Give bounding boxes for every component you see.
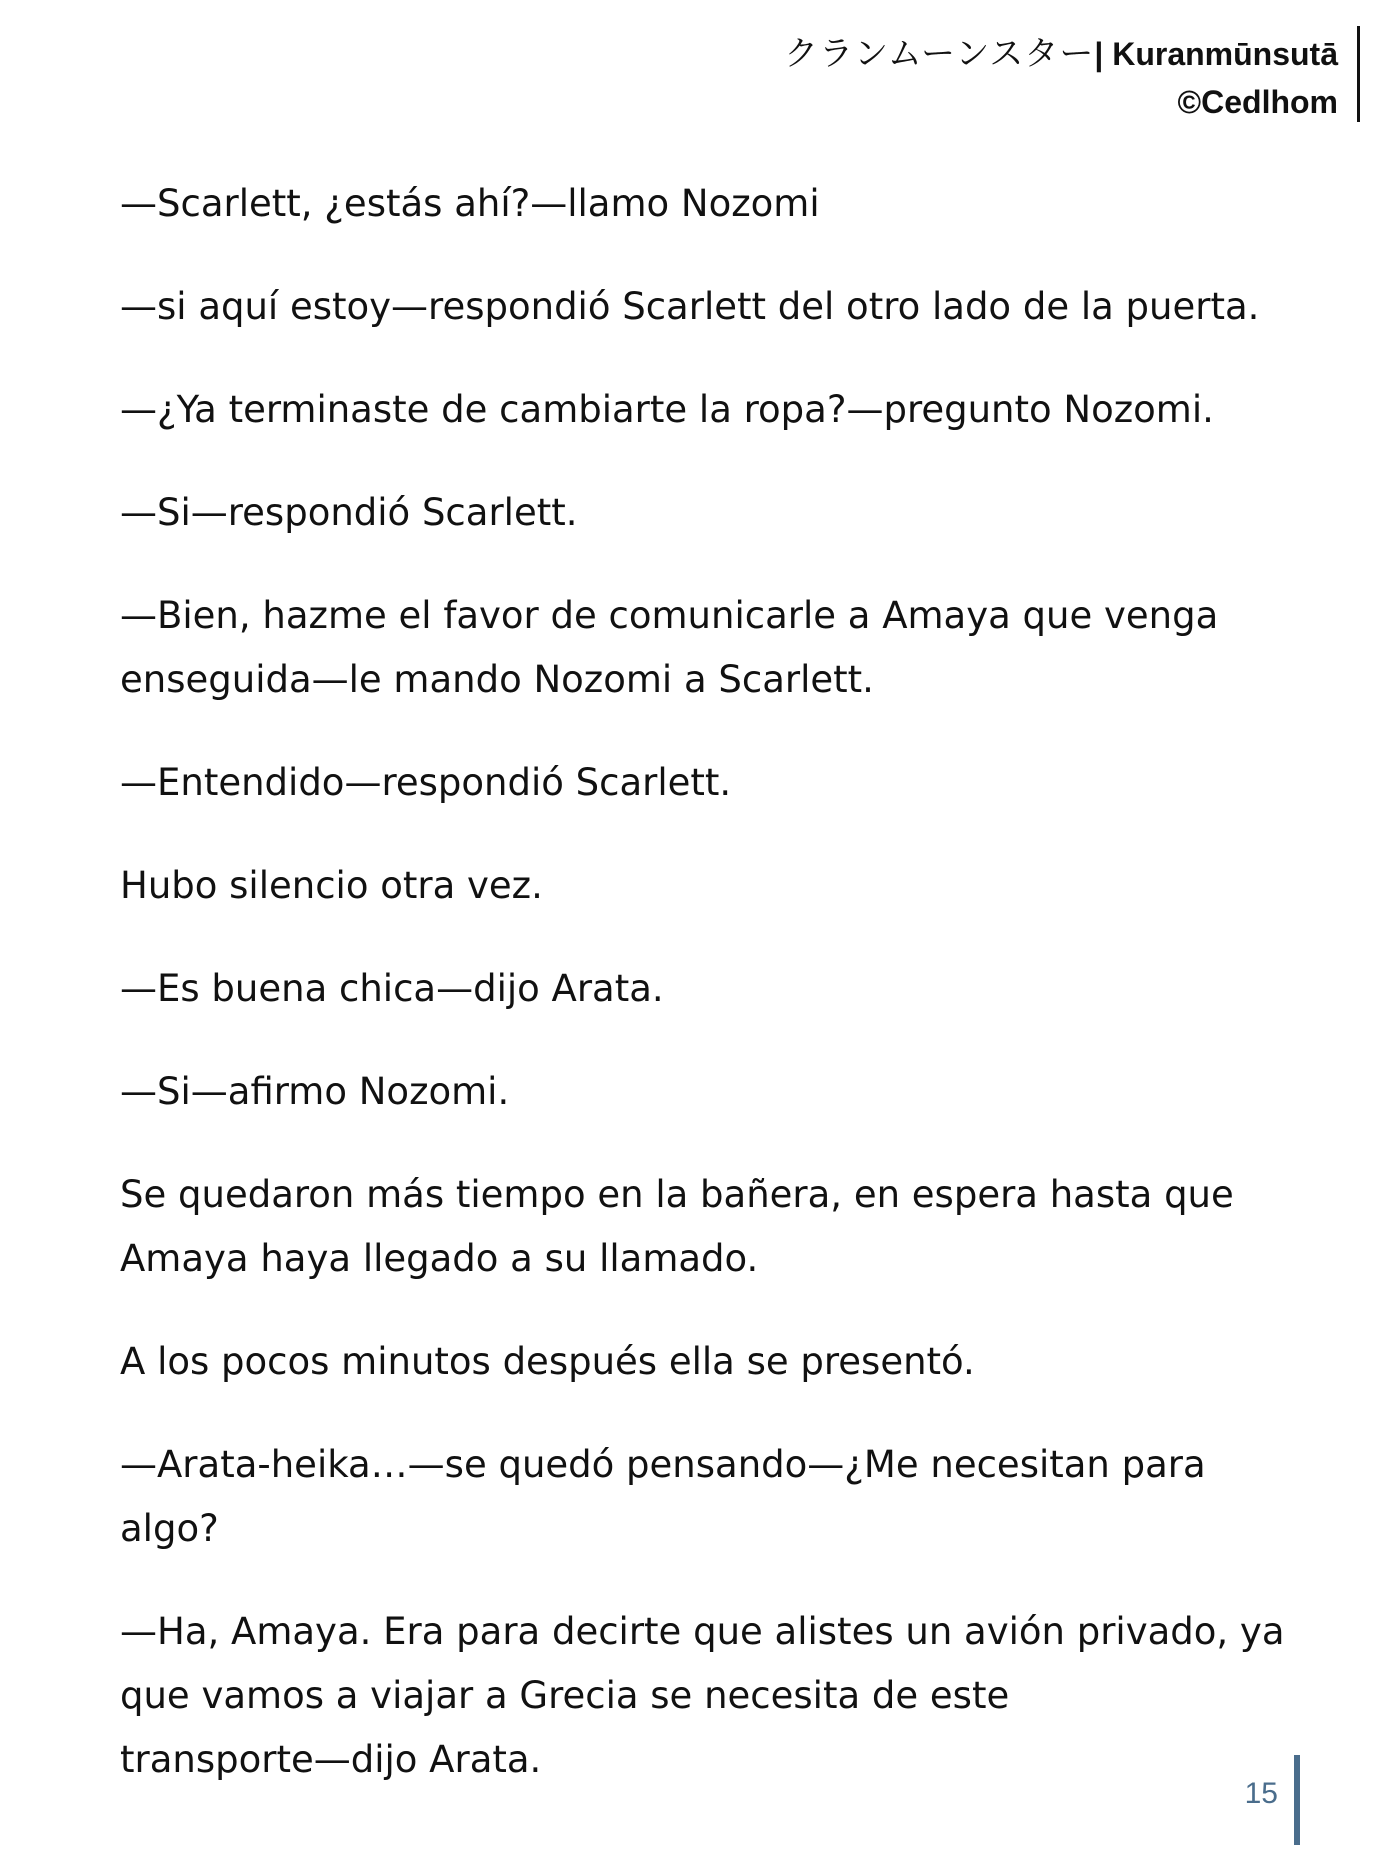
header-copyright: ©Cedlhom [1177,84,1338,120]
paragraph: —Es buena chica—dijo Arata. [120,967,664,1010]
paragraph: —Scarlett, ¿estás ahí?—llamo Nozomi [120,182,820,225]
paragraph: Hubo silencio otra vez. [120,864,543,907]
page-number: 15 [1244,1777,1278,1810]
paragraph: —Entendido—respondió Scarlett. [120,761,732,804]
header-title-line [784,30,1338,78]
paragraph: —Arata-heika…—se quedó pensando—¿Me necesitan para algo? [120,1443,1206,1550]
page-header [460,30,1360,120]
paragraph: —Bien, hazme el favor de comunicarle a Amaya que venga enseguida—le mando Nozomi a Scarlett. [120,594,1219,701]
header-title-japanese: クランムーンスター [784,34,1095,74]
header-vertical-rule [1357,26,1360,122]
paragraph: —si aquí estoy—respondió Scarlett del otro lado de la puerta. [120,285,1260,328]
paragraph: —Si—respondió Scarlett. [120,491,578,534]
header-text-block [784,30,1338,126]
header-title-romaji: Kuranmūnsutā [1112,36,1338,72]
paragraph: —Si—afirmo Nozomi. [120,1070,510,1113]
paragraph: Se quedaron más tiempo en la bañera, en espera hasta que Amaya haya llegado a su llamado. [120,1173,1234,1280]
footer-vertical-rule [1294,1755,1300,1845]
header-separator: | [1094,36,1104,72]
page-body [120,172,1300,1831]
paragraph: —Ha, Amaya. Era para decirte que alistes un avión privado, ya que vamos a viajar a Grecia se necesita de este transporte—dijo Arata. [120,1610,1285,1781]
paragraph: A los pocos minutos después ella se presentó. [120,1340,975,1383]
paragraph: —¿Ya terminaste de cambiarte la ropa?—pregunto Nozomi. [120,388,1214,431]
